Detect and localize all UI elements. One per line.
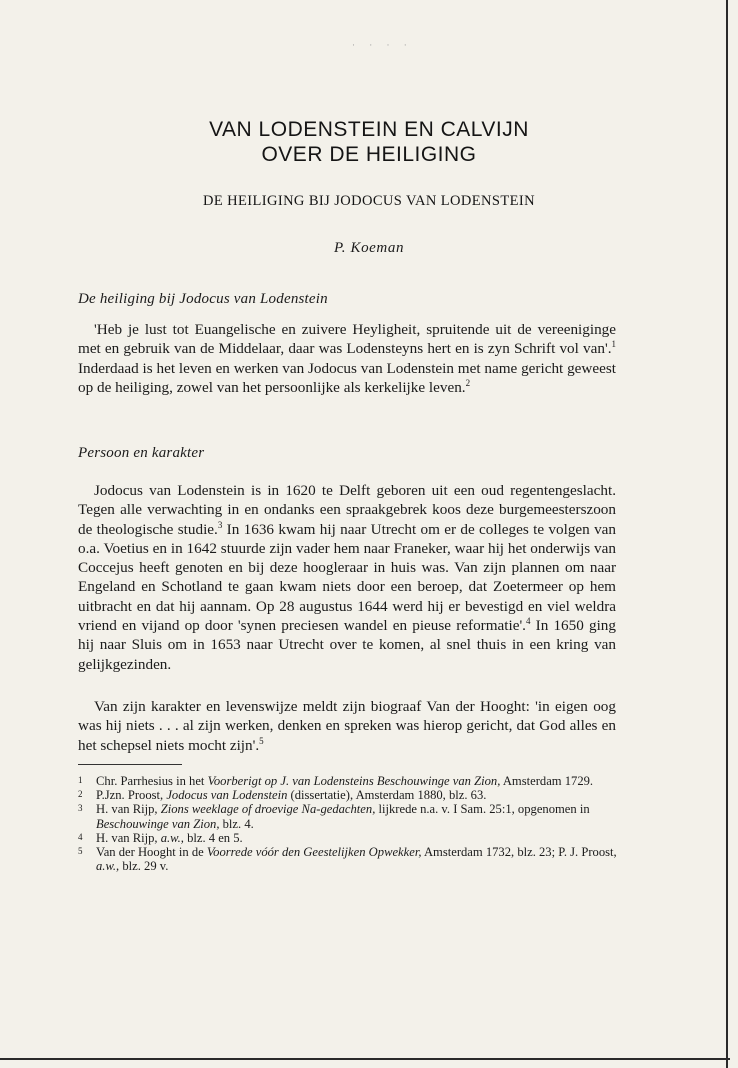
footnote-ref-5: 5 bbox=[259, 735, 264, 746]
section-heading-heiliging: De heiliging bij Jodocus van Lodenstein bbox=[78, 291, 328, 307]
footnote-ref-2: 2 bbox=[465, 377, 471, 388]
footnote-1: 1 Chr. Parrhesius in het Voorberigt op J. van Lodensteins Beschouwinge van Zion, Amsterdam 1729. bbox=[78, 774, 594, 788]
paragraph-3: Van zijn karakter en levenswijze meldt zijn biograaf Van der Hooght: 'in eigen oog was hij niets . . . al zijn werken, denken en spreken was hierop gericht, dat God alles en het schepsel niets mocht zijn'.$^5$ bbox=[78, 698, 616, 754]
paragraph-2: Jodocus van Lodenstein is in 1620 te Delft geboren uit een oud regentengeslacht. Tegen alle verwachting in en ondanks een spraakgebrek koos deze burgemeesterszoon de theologische studie.$^3$ In 1636 kwam hij naar Utrecht om er de colleges te volgen van o.a. Voetius en in 1642 stuurde zijn vader hem naar Franeker, waar hij het onderwijs van Coccejus heeft genoten en bij deze hoogleraar in huis was. Van zijn plannen om naar Engeland en Schotland te gaan kwam niets door een beroep, dat Zoetermeer op hem uitbracht en dat hij aannam. Op 28 augustus 1644 werd hij er bevestigd en viel weldra vriend en vijand op door 'synen preciesen wandel en pieuse reformatie'.$^4$ In 1650 ging hij naar Sluis om in 1653 naar Utrecht over te komen, al snel thuis in een kring van gelijkgezinden. bbox=[78, 482, 617, 673]
footnote-ref-1: 1 bbox=[611, 339, 616, 350]
article-subtitle: DE HEILIGING BIJ JODOCUS VAN LODENSTEIN bbox=[202, 193, 536, 209]
footnote-3: 3 H. van Rijp, Zions weeklage of droevige Na-gedachten, lijkrede n.a. v. I Sam. 25:1, opgenomen in Beschouwinge van Zion, blz. 4. bbox=[78, 802, 590, 831]
footnote-5: 5 Van der Hooght in de Voorrede vóór den Geestelijken Opwekker, Amsterdam 1732, blz. 23; P. J. Proost, a.w., blz. 29 v. bbox=[78, 845, 617, 874]
author-name: P. Koeman bbox=[333, 240, 405, 256]
scan-specks: · · · · bbox=[352, 40, 413, 50]
footnote-separator bbox=[78, 764, 182, 765]
page-edge-right bbox=[726, 0, 728, 1068]
section-heading-persoon: Persoon en karakter bbox=[78, 445, 205, 461]
page-edge-bottom bbox=[0, 1058, 730, 1060]
article-title-line-2: OVER DE HEILIGING bbox=[261, 143, 477, 166]
footnote-ref-3: 3 bbox=[217, 519, 223, 530]
paragraph-1: 'Heb je lust tot Euangelische en zuivere Heyligheit, spruitende uit de vereeniginge met en gebruik van de Middelaar, daar was Lodensteyns hert en is zyn Schrift vol van'.$^1$ Inderdaad is het leven en werken van Jodocus van Lodenstein met name gericht geweest op de heiliging, zowel van het persoonlijke als kerkelijke leven.$^2$ bbox=[78, 321, 616, 396]
footnote-4: 4 H. van Rijp, a.w., blz. 4 en 5. bbox=[78, 830, 243, 845]
footnotes bbox=[78, 774, 623, 873]
article-title-line-1: VAN LODENSTEIN EN CALVIJN bbox=[209, 118, 529, 141]
footnote-ref-4: 4 bbox=[525, 616, 531, 627]
footnote-2: 2 P.Jzn. Proost, Jodocus van Lodenstein (dissertatie), Amsterdam 1880, blz. 63. bbox=[78, 788, 487, 803]
